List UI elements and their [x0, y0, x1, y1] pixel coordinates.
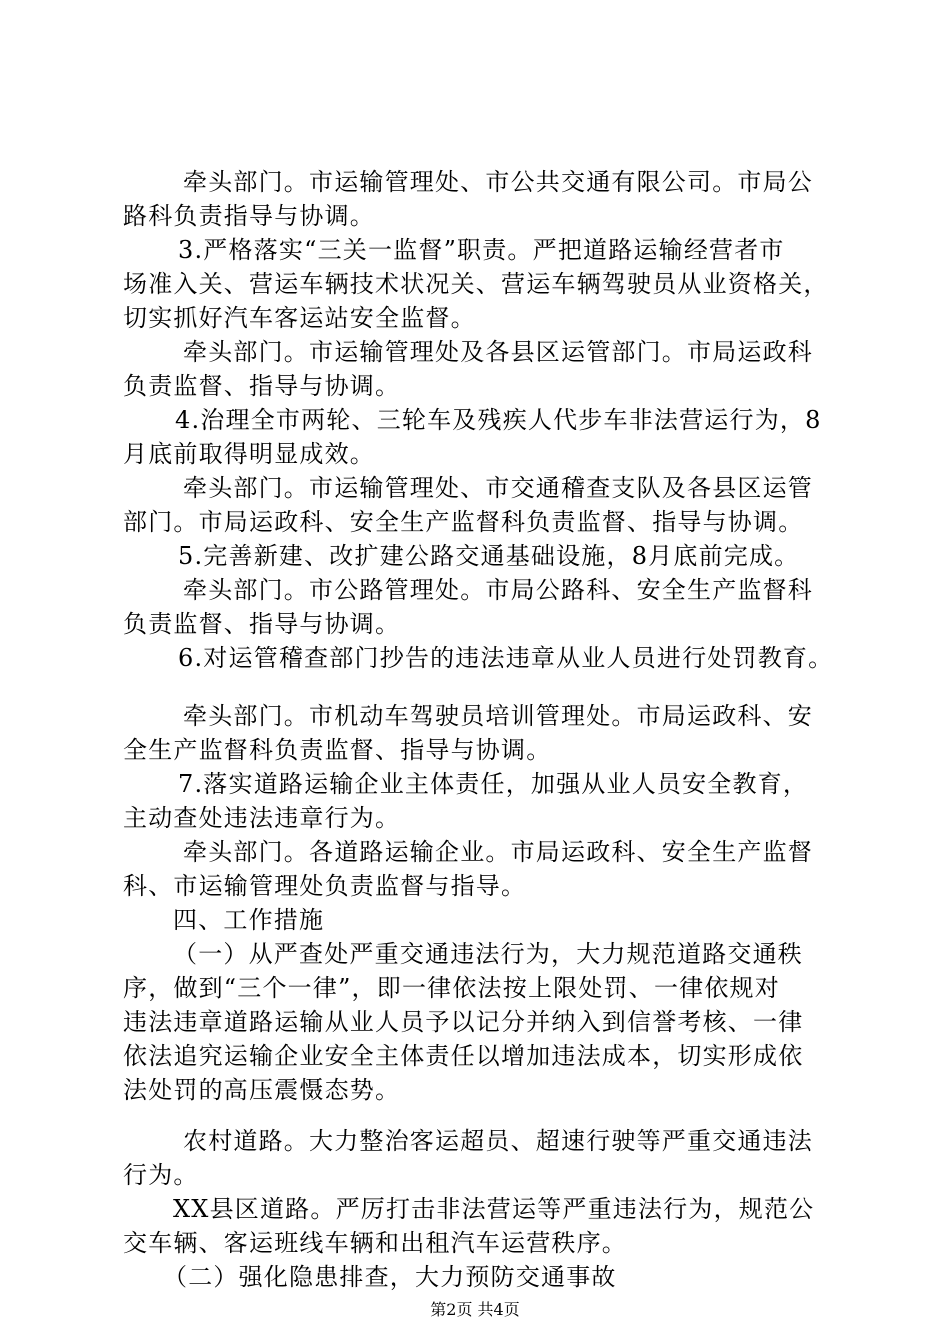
text-line: 主动查处违法违章行为。: [123, 804, 401, 832]
text-line: 3.严格落实“三关一监督”职责。严把道路运输经营者市: [178, 236, 785, 264]
text-line: XX县区道路。严厉打击非法营运等严重违法行为，规范公: [173, 1195, 815, 1223]
text-line: 负责监督、指导与协调。: [123, 372, 401, 400]
text-line: 法处罚的高压震慑态势。: [123, 1076, 401, 1104]
text-line: 序，做到“三个一律”，即一律依法按上限处罚、一律依规对: [123, 974, 780, 1002]
text-line: 场准入关、营运车辆技术状况关、营运车辆驾驶员从业资格关，: [123, 270, 829, 298]
text-line: 负责监督、指导与协调。: [123, 610, 401, 638]
text-line: 农村道路。大力整治客运超员、超速行驶等严重交通违法: [183, 1127, 813, 1155]
text-line: 科、市运输管理处负责监督与指导。: [123, 872, 527, 900]
text-line: 5.完善新建、改扩建公路交通基础设施，8月底前完成。: [178, 542, 800, 570]
text-line: 牵头部门。各道路运输企业。市局运政科、安全生产监督: [183, 838, 813, 866]
text-line: 违法违章道路运输从业人员予以记分并纳入到信誉考核、一律: [123, 1008, 804, 1036]
text-line: 全生产监督科负责监督、指导与协调。: [123, 736, 552, 764]
text-line: 行为。: [123, 1161, 199, 1189]
section-heading: 四、工作措施: [173, 906, 325, 934]
text-line: （一）从严查处严重交通违法行为，大力规范道路交通秩: [173, 940, 803, 968]
text-line: 牵头部门。市运输管理处及各县区运管部门。市局运政科: [183, 338, 813, 366]
page-footer: 第2页 共4页: [430, 1300, 520, 1319]
text-line: 牵头部门。市机动车驾驶员培训管理处。市局运政科、安: [183, 702, 813, 730]
text-line: 7.落实道路运输企业主体责任，加强从业人员安全教育，: [178, 770, 809, 798]
text-line: 切实抓好汽车客运站安全监督。: [123, 304, 476, 332]
text-line: 路科负责指导与协调。: [123, 202, 375, 230]
text-line: 依法追究运输企业安全主体责任以增加违法成本，切实形成依: [123, 1042, 804, 1070]
text-line: 牵头部门。市公路管理处。市局公路科、安全生产监督科: [183, 576, 813, 604]
text-line: 月底前取得明显成效。: [123, 440, 375, 468]
text-line: 6.对运管稽查部门抄告的违法违章从业人员进行处罚教育。: [178, 644, 834, 672]
text-line: 4.治理全市两轮、三轮车及残疾人代步车非法营运行为，8: [175, 406, 822, 434]
text-line: （二）强化隐患排查，大力预防交通事故: [163, 1263, 617, 1291]
text-line: 牵头部门。市运输管理处、市公共交通有限公司。市局公: [183, 168, 813, 196]
text-line: 交车辆、客运班线车辆和出租汽车运营秩序。: [123, 1229, 627, 1257]
text-line: 部门。市局运政科、安全生产监督科负责监督、指导与协调。: [123, 508, 804, 536]
text-line: 牵头部门。市运输管理处、市交通稽查支队及各县区运管: [183, 474, 813, 502]
